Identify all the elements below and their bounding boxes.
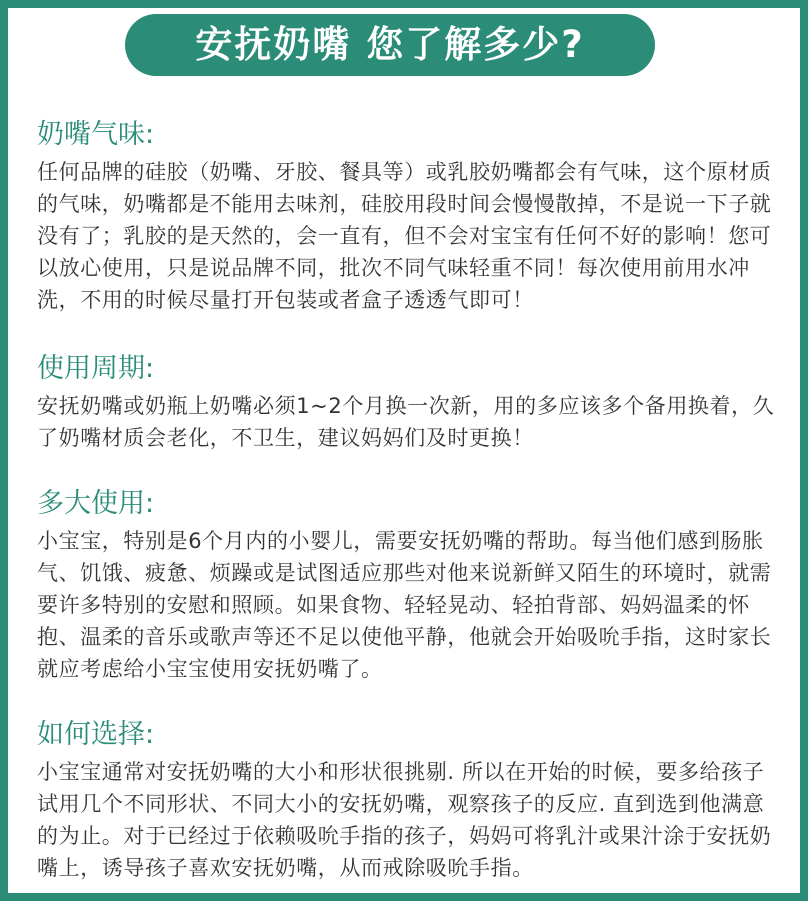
- section-usage-period: [37, 352, 777, 454]
- section-body: 小宝宝通常对安抚奶嘴的大小和形状很挑剔. 所以在开始的时候，要多给孩子试用几个不同形状、不同大小的安抚奶嘴，观察孩子的反应. 直到选到他满意的为止。对于已经过于依赖吸吮手指的孩子，妈妈可将乳汁或果汁涂于安抚奶嘴上，诱导孩子喜欢安抚奶嘴，从而戒除吸吮手指。: [37, 760, 772, 880]
- section-smell: [37, 118, 777, 316]
- section-body: 安抚奶嘴或奶瓶上奶嘴必须1~2个月换一次新，用的多应该多个备用换着，久了奶嘴材质会老化，不卫生，建议妈妈们及时更换！: [37, 394, 775, 450]
- section-heading: 使用周期:: [37, 353, 155, 384]
- section-how-to-choose: [37, 718, 777, 884]
- section-body: 任何品牌的硅胶（奶嘴、牙胶、餐具等）或乳胶奶嘴都会有气味，这个原材质的气味，奶嘴都是不能用去味剂，硅胶用段时间会慢慢散掉，不是说一下子就没有了；乳胶的是天然的，会一直有，但不会对宝宝有任何不好的影响！您可以放心使用，只是说品牌不同，批次不同气味轻重不同！每次使用前用水冲洗，不用的时候尽量打开包装或者盒子透透气即可！: [37, 160, 772, 312]
- section-heading: 多大使用:: [37, 488, 155, 519]
- page-title: 安抚奶嘴 您了解多少?: [195, 23, 585, 66]
- section-body: 小宝宝，特别是6个月内的小婴儿，需要安抚奶嘴的帮助。每当他们感到肠胀气、饥饿、疲惫、烦躁或是试图适应那些对他来说新鲜又陌生的环境时，就需要许多特别的安慰和照顾。如果食物、轻轻晃动、轻拍背部、妈妈温柔的怀抱、温柔的音乐或歌声等还不足以使他平静，他就会开始吸吮手指，这时家长就应考虑给小宝宝使用安抚奶嘴了。: [37, 529, 772, 681]
- section-heading: 奶嘴气味:: [37, 119, 155, 150]
- section-heading: 如何选择:: [37, 719, 155, 750]
- section-age-to-use: [37, 487, 777, 685]
- title-banner: [125, 14, 655, 76]
